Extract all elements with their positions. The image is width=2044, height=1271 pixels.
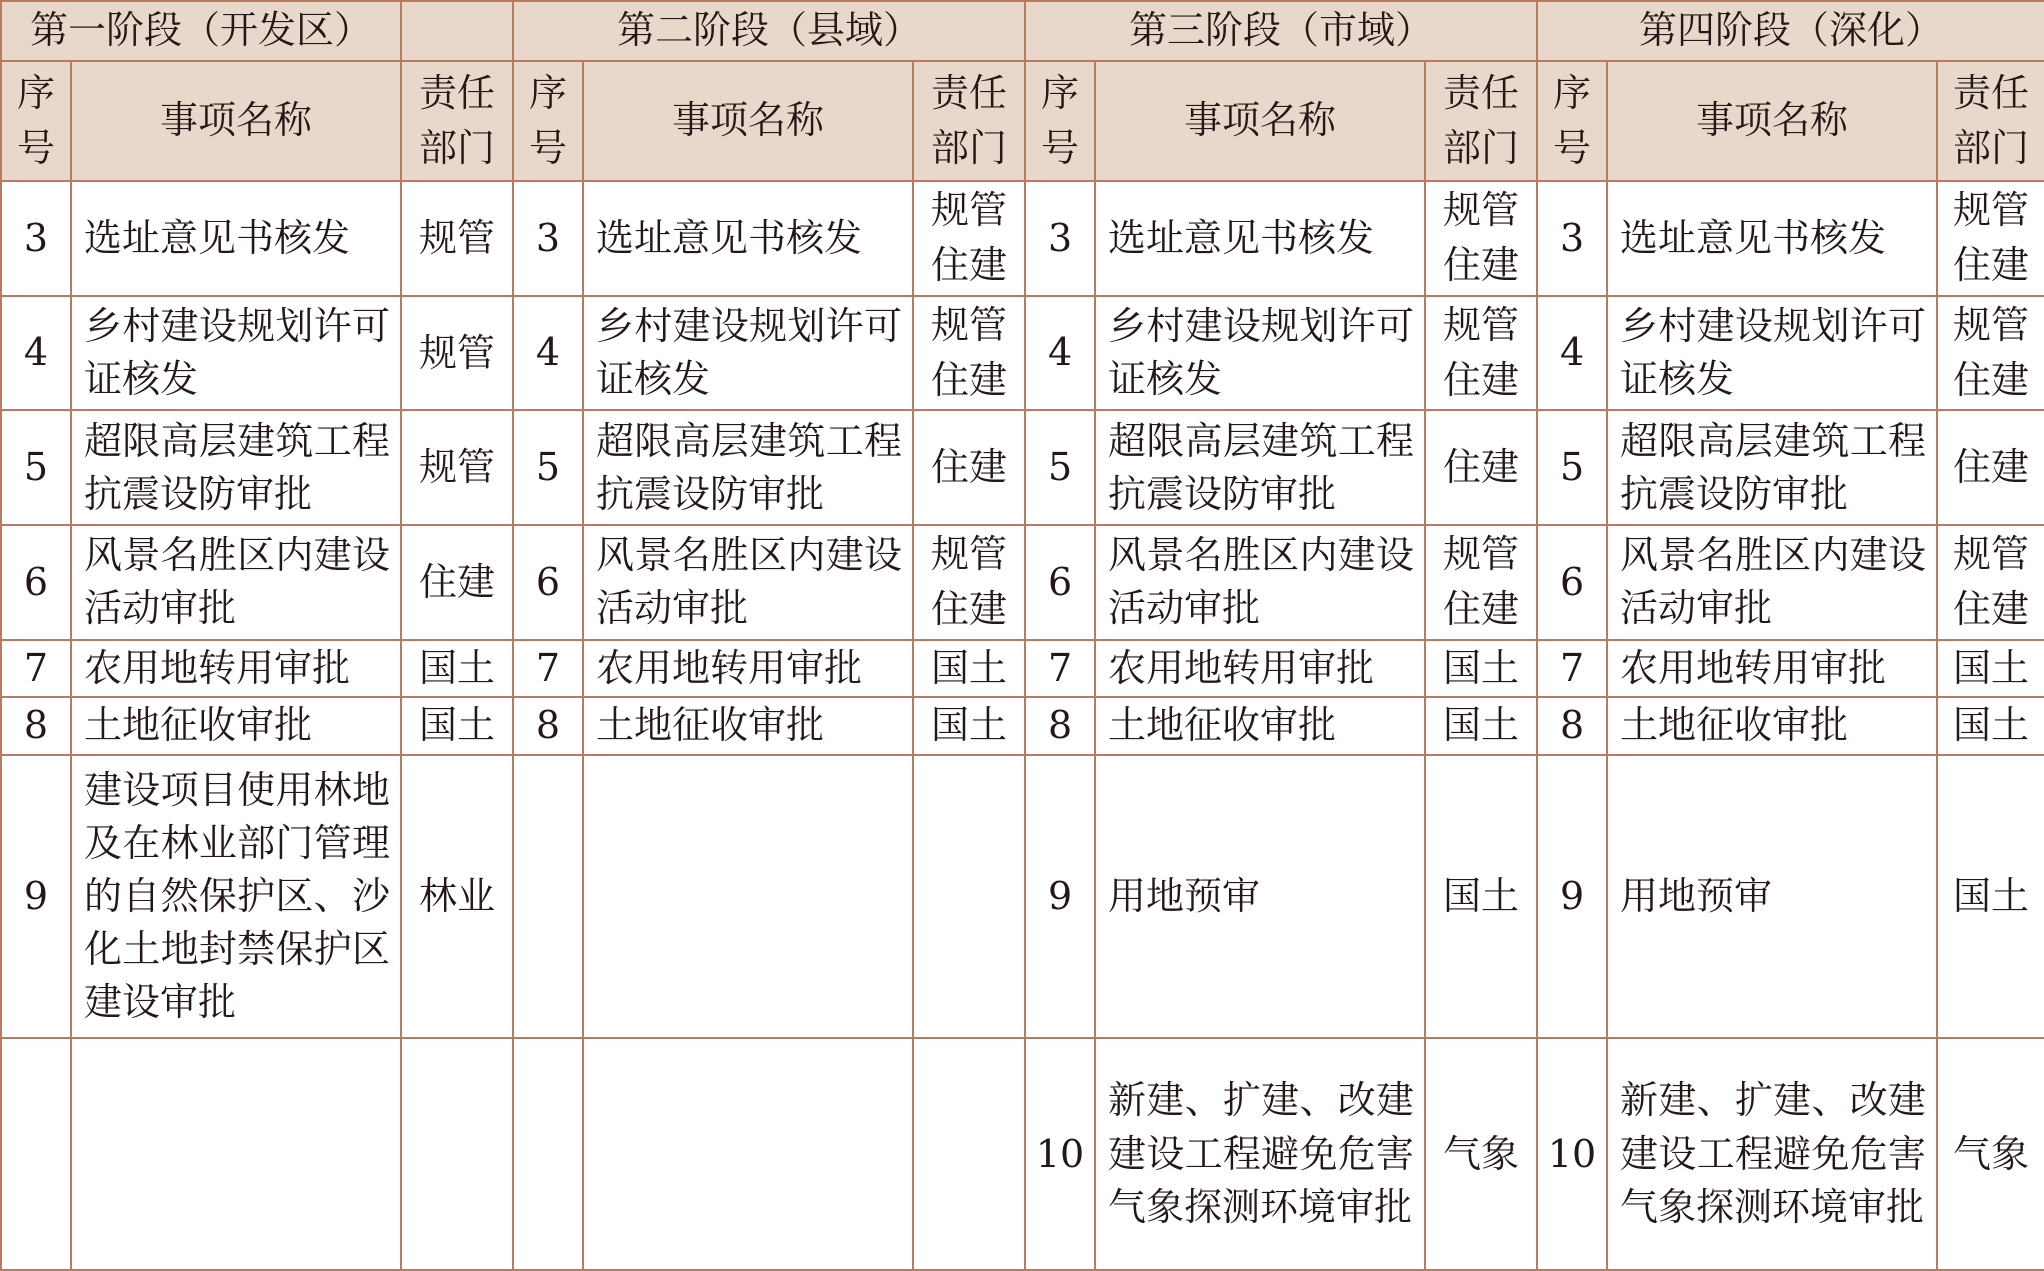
item-name: 农用地转用审批 bbox=[1095, 640, 1425, 697]
responsible-dept bbox=[1937, 755, 2044, 1039]
table-row bbox=[1, 181, 2044, 296]
item-name: 农用地转用审批 bbox=[583, 640, 913, 697]
col-header-dept-line: 部门 bbox=[419, 126, 496, 170]
responsible-dept bbox=[913, 525, 1025, 640]
responsible-dept bbox=[401, 755, 513, 1039]
responsible-dept bbox=[913, 1038, 1025, 1270]
col-header-dept-line: 责任 bbox=[931, 70, 1008, 115]
table-row bbox=[1, 410, 2044, 525]
item-name: 超限高层建筑工程抗震设防审批 bbox=[71, 410, 401, 525]
dept-name: 规管 bbox=[1953, 188, 2030, 233]
table-row bbox=[1, 296, 2044, 411]
col-header-dept bbox=[913, 61, 1025, 181]
responsible-dept bbox=[1937, 410, 2044, 525]
responsible-dept bbox=[1425, 181, 1537, 296]
item-name bbox=[71, 1038, 401, 1270]
stage-4-title: 第四阶段（深化） bbox=[1537, 1, 2044, 61]
item-number: 4 bbox=[513, 296, 583, 411]
responsible-dept bbox=[401, 1038, 513, 1270]
col-header-num-char: 号 bbox=[1553, 126, 1592, 170]
item-name: 选址意见书核发 bbox=[583, 181, 913, 296]
dept-name: 规管 bbox=[1443, 302, 1520, 347]
col-header-num-char: 序 bbox=[17, 70, 56, 115]
item-name: 超限高层建筑工程抗震设防审批 bbox=[583, 410, 913, 525]
stage-1-title: 第一阶段（开发区） bbox=[1, 1, 401, 61]
item-name: 土地征收审批 bbox=[1607, 697, 1937, 754]
item-name: 土地征收审批 bbox=[583, 697, 913, 754]
responsible-dept bbox=[1425, 296, 1537, 411]
item-number: 7 bbox=[513, 640, 583, 697]
responsible-dept bbox=[1425, 525, 1537, 640]
col-header-num-char: 序 bbox=[1553, 70, 1592, 115]
item-name: 新建、扩建、改建建设工程避免危害气象探测环境审批 bbox=[1095, 1038, 1425, 1270]
stage-header-row bbox=[1, 1, 2044, 61]
dept-name: 国土 bbox=[1443, 874, 1520, 919]
item-number: 7 bbox=[1537, 640, 1607, 697]
item-number: 3 bbox=[513, 181, 583, 296]
responsible-dept bbox=[1425, 410, 1537, 525]
item-number bbox=[513, 1038, 583, 1270]
responsible-dept bbox=[1937, 181, 2044, 296]
table-row bbox=[1, 525, 2044, 640]
stage-1-spacer bbox=[401, 1, 513, 61]
dept-name: 住建 bbox=[1443, 587, 1520, 632]
item-number: 9 bbox=[1537, 755, 1607, 1039]
item-number: 10 bbox=[1537, 1038, 1607, 1270]
item-name: 选址意见书核发 bbox=[71, 181, 401, 296]
col-header-num bbox=[1025, 61, 1095, 181]
dept-name: 住建 bbox=[419, 559, 496, 604]
dept-name: 规管 bbox=[931, 188, 1008, 233]
responsible-dept bbox=[913, 697, 1025, 754]
item-number: 8 bbox=[1537, 697, 1607, 754]
item-name: 乡村建设规划许可证核发 bbox=[583, 296, 913, 411]
dept-name: 住建 bbox=[1953, 358, 2030, 403]
responsible-dept bbox=[401, 296, 513, 411]
responsible-dept bbox=[1937, 697, 2044, 754]
item-name: 乡村建设规划许可证核发 bbox=[71, 296, 401, 411]
dept-name: 住建 bbox=[1443, 358, 1520, 403]
dept-name: 林业 bbox=[419, 874, 496, 919]
responsible-dept bbox=[1425, 1038, 1537, 1270]
item-number: 3 bbox=[1537, 181, 1607, 296]
item-number: 5 bbox=[1025, 410, 1095, 525]
item-number: 6 bbox=[513, 525, 583, 640]
stage-2-title: 第二阶段（县域） bbox=[513, 1, 1025, 61]
responsible-dept bbox=[1937, 525, 2044, 640]
col-header-num-char: 序 bbox=[529, 70, 568, 115]
dept-name: 国土 bbox=[419, 703, 496, 748]
item-name: 土地征收审批 bbox=[71, 697, 401, 754]
item-name: 风景名胜区内建设活动审批 bbox=[1095, 525, 1425, 640]
item-number bbox=[513, 755, 583, 1039]
responsible-dept bbox=[1425, 697, 1537, 754]
col-header-num bbox=[513, 61, 583, 181]
table-row bbox=[1, 697, 2044, 754]
responsible-dept bbox=[913, 755, 1025, 1039]
dept-name: 住建 bbox=[1953, 445, 2030, 490]
dept-name: 规管 bbox=[1953, 302, 2030, 347]
item-name: 风景名胜区内建设活动审批 bbox=[583, 525, 913, 640]
dept-name: 住建 bbox=[1953, 243, 2030, 288]
responsible-dept bbox=[913, 410, 1025, 525]
item-name: 农用地转用审批 bbox=[1607, 640, 1937, 697]
responsible-dept bbox=[913, 640, 1025, 697]
item-name: 新建、扩建、改建建设工程避免危害气象探测环境审批 bbox=[1607, 1038, 1937, 1270]
dept-name: 规管 bbox=[1443, 532, 1520, 577]
item-number: 10 bbox=[1025, 1038, 1095, 1270]
responsible-dept bbox=[401, 697, 513, 754]
col-header-num-char: 号 bbox=[529, 126, 568, 170]
column-header-row bbox=[1, 61, 2044, 181]
responsible-dept bbox=[401, 181, 513, 296]
col-header-name: 事项名称 bbox=[1095, 61, 1425, 181]
dept-name: 住建 bbox=[1953, 587, 2030, 632]
dept-name: 国土 bbox=[1953, 645, 2030, 690]
item-number: 5 bbox=[513, 410, 583, 525]
item-number: 7 bbox=[1025, 640, 1095, 697]
item-name: 选址意见书核发 bbox=[1607, 181, 1937, 296]
col-header-num-char: 号 bbox=[17, 126, 56, 170]
col-header-num-char: 号 bbox=[1041, 126, 1080, 170]
item-name: 农用地转用审批 bbox=[71, 640, 401, 697]
responsible-dept bbox=[1937, 296, 2044, 411]
item-number: 3 bbox=[1025, 181, 1095, 296]
item-number: 4 bbox=[1025, 296, 1095, 411]
col-header-dept-line: 部门 bbox=[1443, 126, 1520, 170]
dept-name: 国土 bbox=[419, 645, 496, 690]
responsible-dept bbox=[401, 410, 513, 525]
col-header-num bbox=[1537, 61, 1607, 181]
responsible-dept bbox=[1937, 640, 2044, 697]
item-number: 8 bbox=[1, 697, 71, 754]
responsible-dept bbox=[1425, 640, 1537, 697]
dept-name: 国土 bbox=[1953, 703, 2030, 748]
item-number: 4 bbox=[1, 296, 71, 411]
col-header-dept-line: 部门 bbox=[1953, 126, 2030, 170]
item-number: 8 bbox=[1025, 697, 1095, 754]
dept-name: 国土 bbox=[1953, 874, 2030, 919]
responsible-dept bbox=[1937, 1038, 2044, 1270]
item-number: 5 bbox=[1, 410, 71, 525]
dept-name: 住建 bbox=[931, 243, 1008, 288]
item-number: 6 bbox=[1025, 525, 1095, 640]
col-header-dept bbox=[401, 61, 513, 181]
item-number: 3 bbox=[1, 181, 71, 296]
item-number: 9 bbox=[1, 755, 71, 1039]
col-header-dept-line: 部门 bbox=[931, 126, 1008, 170]
item-name: 超限高层建筑工程抗震设防审批 bbox=[1095, 410, 1425, 525]
item-name: 乡村建设规划许可证核发 bbox=[1095, 296, 1425, 411]
table-body bbox=[1, 181, 2044, 1270]
dept-name: 规管 bbox=[931, 302, 1008, 347]
table-row bbox=[1, 755, 2044, 1039]
item-name: 用地预审 bbox=[1607, 755, 1937, 1039]
item-name: 土地征收审批 bbox=[1095, 697, 1425, 754]
item-name bbox=[583, 1038, 913, 1270]
dept-name: 国土 bbox=[931, 645, 1008, 690]
responsible-dept bbox=[401, 640, 513, 697]
dept-name: 规管 bbox=[931, 532, 1008, 577]
item-number: 7 bbox=[1, 640, 71, 697]
item-number: 6 bbox=[1, 525, 71, 640]
col-header-dept-line: 责任 bbox=[1443, 70, 1520, 115]
col-header-num-char: 序 bbox=[1041, 70, 1080, 115]
item-name: 风景名胜区内建设活动审批 bbox=[71, 525, 401, 640]
dept-name: 住建 bbox=[1443, 445, 1520, 490]
stage-3-title: 第三阶段（市域） bbox=[1025, 1, 1537, 61]
dept-name: 规管 bbox=[1443, 188, 1520, 233]
dept-name: 国土 bbox=[1443, 703, 1520, 748]
item-name: 风景名胜区内建设活动审批 bbox=[1607, 525, 1937, 640]
dept-name: 规管 bbox=[419, 215, 496, 260]
responsible-dept bbox=[913, 296, 1025, 411]
dept-name: 气象 bbox=[1443, 1131, 1520, 1176]
responsible-dept bbox=[913, 181, 1025, 296]
item-name: 超限高层建筑工程抗震设防审批 bbox=[1607, 410, 1937, 525]
item-name: 用地预审 bbox=[1095, 755, 1425, 1039]
responsible-dept bbox=[1425, 755, 1537, 1039]
item-number: 6 bbox=[1537, 525, 1607, 640]
dept-name: 住建 bbox=[931, 358, 1008, 403]
item-number: 4 bbox=[1537, 296, 1607, 411]
responsible-dept bbox=[401, 525, 513, 640]
col-header-dept-line: 责任 bbox=[1953, 70, 2030, 115]
col-header-name: 事项名称 bbox=[71, 61, 401, 181]
dept-name: 住建 bbox=[931, 445, 1008, 490]
table-row bbox=[1, 1038, 2044, 1270]
dept-name: 国土 bbox=[931, 703, 1008, 748]
col-header-dept bbox=[1937, 61, 2044, 181]
item-name: 乡村建设规划许可证核发 bbox=[1607, 296, 1937, 411]
item-number: 8 bbox=[513, 697, 583, 754]
item-name: 选址意见书核发 bbox=[1095, 181, 1425, 296]
dept-name: 气象 bbox=[1953, 1131, 2030, 1176]
col-header-dept bbox=[1425, 61, 1537, 181]
col-header-name: 事项名称 bbox=[583, 61, 913, 181]
dept-name: 住建 bbox=[1443, 243, 1520, 288]
dept-name: 国土 bbox=[1443, 645, 1520, 690]
col-header-num bbox=[1, 61, 71, 181]
item-name bbox=[583, 755, 913, 1039]
dept-name: 住建 bbox=[931, 587, 1008, 632]
item-number bbox=[1, 1038, 71, 1270]
col-header-name: 事项名称 bbox=[1607, 61, 1937, 181]
col-header-dept-line: 责任 bbox=[419, 70, 496, 115]
dept-name: 规管 bbox=[1953, 532, 2030, 577]
table-row bbox=[1, 640, 2044, 697]
dept-name: 规管 bbox=[419, 330, 496, 375]
item-number: 9 bbox=[1025, 755, 1095, 1039]
dept-name: 规管 bbox=[419, 445, 496, 490]
item-number: 5 bbox=[1537, 410, 1607, 525]
item-name: 建设项目使用林地及在林业部门管理的自然保护区、沙化土地封禁保护区建设审批 bbox=[71, 755, 401, 1039]
